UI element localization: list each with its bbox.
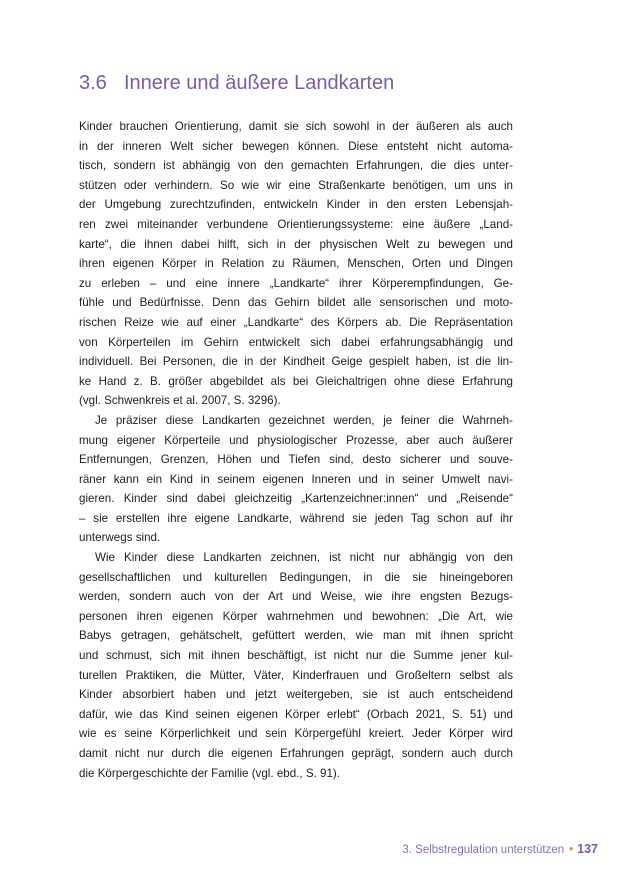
text-line: personen ihren eigenen Körper wahrnehmen und bewohnen: „Die Art, wie <box>79 609 513 623</box>
text-line: Entfernungen, Grenzen, Höhen und Tiefen sind, desto sicherer und souve- <box>79 453 513 467</box>
page-footer <box>402 841 598 858</box>
text-line: Kinder brauchen Orientierung, damit sie sich sowohl in der äußeren als auch <box>79 120 513 133</box>
text-line: gesellschaftlichen und kulturellen Bedingungen, in die sie hineingeboren <box>79 570 513 584</box>
text-line: dafür, wie das Kind seinen eigenen Körper erlebt“ (Orbach 2021, S. 51) und <box>79 707 513 721</box>
text-line: räner kann ein Kind in seinem eigenen Inneren und in seiner Umwelt navi- <box>79 472 513 486</box>
footer-bullet: • <box>569 844 574 856</box>
text-line: fühle und Bedürfnisse. Denn das Gehirn bildet alle sensorischen und moto- <box>79 296 513 310</box>
text-line: die Körpergeschichte der Familie (vgl. ebd., S. 91). <box>79 766 340 780</box>
section-heading <box>79 70 394 96</box>
text-line: ren zwei miteinander verbundene Orientierungssysteme: eine äußere „Land- <box>79 217 513 231</box>
text-line: Je präziser diese Landkarten gezeichnet werden, je feiner die Wahrneh- <box>95 413 513 427</box>
text-line: turellen Praktiken, die Mütter, Väter, Kinderfrauen und Großeltern selbst als <box>79 668 513 682</box>
text-line: individuell. Bei Personen, die in der Kindheit Geige gespielt haben, ist die lin- <box>79 355 513 369</box>
text-line: unterwegs sind. <box>79 531 161 545</box>
text-line: stützen oder verhindern. So wie wir eine Straßenkarte benötigen, um uns in <box>79 178 513 192</box>
paragraph <box>79 548 513 783</box>
text-line: Babys getragen, gehätschelt, gefüttert werden, wie man mit ihnen spricht <box>79 629 513 643</box>
text-line: in der inneren Welt sicher bewegen können. Diese entsteht nicht automa- <box>79 139 513 153</box>
text-line: und schmust, sich mit ihnen beschäftigt, ist nicht nur die Summe jener kul- <box>79 649 513 663</box>
text-line: Kinder absorbiert haben und jetzt weitergeben, sie ist auch entscheidend <box>79 688 513 702</box>
section-title: Innere und äußere Landkarten <box>124 72 395 94</box>
text-line: rischen Reize wie auf einer „Landkarte“ des Körpers ab. Die Repräsentation <box>79 315 513 329</box>
text-line: Wie Kinder diese Landkarten zeichnen, ist nicht nur abhängig von den <box>95 551 513 565</box>
body-text <box>79 117 513 783</box>
text-line: von Körperteilen im Gehirn entwickelt sich dabei erfahrungsabhängig und <box>79 335 513 349</box>
page-number: 137 <box>577 842 598 856</box>
text-line: wie es seine Körperlichkeit und sein Körpergefühl kreiert. Jeder Körper wird <box>79 727 513 741</box>
text-line: – sie erstellen ihre eigene Landkarte, während sie jeden Tag schon auf ihr <box>79 511 513 525</box>
paragraph <box>79 117 513 411</box>
text-line: damit nicht nur durch die eigenen Erfahrungen geprägt, sondern auch durch <box>79 747 513 760</box>
section-number: 3.6 <box>79 72 107 94</box>
text-line: zu erleben – und eine innere „Landkarte“ ihrer Körperempfindungen, Ge- <box>79 276 513 290</box>
paragraph <box>79 411 513 548</box>
text-line: (vgl. Schwenkreis et al. 2007, S. 3296). <box>79 394 281 408</box>
text-line: karte“, die ihnen dabei hilft, sich in der physischen Welt zu bewegen und <box>79 237 513 251</box>
text-line: gieren. Kinder sind dabei gleichzeitig „Kartenzeichner:innen“ und „Reisende“ <box>79 492 513 506</box>
text-line: ke Hand z. B. größer abgebildet als bei Gleichaltrigen ohne diese Erfahrung <box>79 374 513 388</box>
running-footer-chapter: 3. Selbstregulation unterstützen <box>402 844 565 856</box>
text-line: tisch, sondern ist abhängig von den gemachten Erfahrungen, die dies unter- <box>79 159 513 173</box>
text-line: mung eigener Körperteile und physiologischer Prozesse, aber auch äußerer <box>79 433 513 447</box>
text-line: ihren eigenen Körper in Relation zu Räumen, Menschen, Orten und Dingen <box>79 257 513 271</box>
text-line: der Umgebung zurechtzufinden, entwickeln Kinder in den ersten Lebensjah- <box>79 198 513 212</box>
text-line: werden, sondern auch von der Art und Weise, wie ihre engsten Bezugs- <box>79 590 513 604</box>
